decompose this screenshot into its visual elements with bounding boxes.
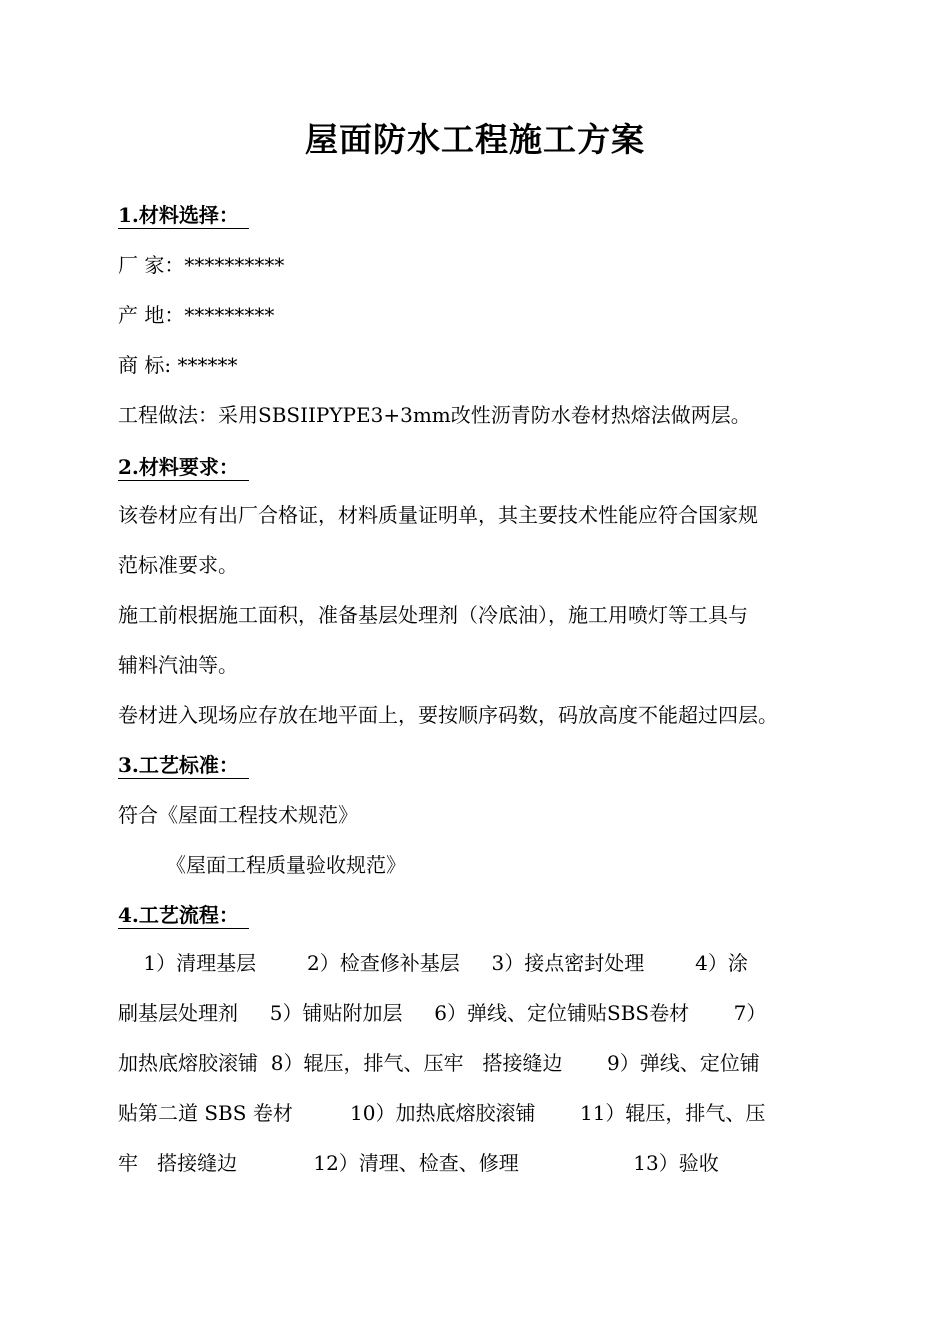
process-flow-line-2: 刷基层处理剂 5）铺贴附加层 6）弹线、定位铺贴SBS卷材 7）	[118, 1001, 767, 1025]
requirement-paragraph-3: 卷材进入现场应存放在地平面上，要按顺序码数，码放高度不能超过四层。	[118, 703, 778, 727]
requirement-paragraph-1-line-2: 范标准要求。	[118, 553, 238, 577]
section-1-heading-row	[118, 200, 249, 230]
standard-line-2: 《屋面工程质量验收规范》	[166, 853, 406, 877]
document-title: 屋面防水工程施工方案	[305, 120, 645, 159]
section-4-heading-row	[118, 900, 249, 930]
manufacturer-line: 厂 家：**********	[118, 253, 285, 277]
requirement-paragraph-1-line-1: 该卷材应有出厂合格证，材料质量证明单，其主要技术性能应符合国家规	[118, 503, 758, 527]
process-flow-line-3: 加热底熔胶滚铺 8）辊压，排气、压牢 搭接缝边 9）弹线、定位铺	[118, 1051, 760, 1075]
section-2-heading-row	[118, 452, 249, 482]
section-3-heading: 3.工艺标准：	[118, 752, 249, 779]
requirement-paragraph-2-line-2: 辅料汽油等。	[118, 653, 238, 677]
origin-line: 产 地：*********	[118, 303, 275, 327]
section-4-heading: 4.工艺流程：	[118, 902, 249, 929]
brand-line: 商 标: ******	[118, 353, 238, 377]
standard-line-1: 符合《屋面工程技术规范》	[118, 803, 358, 827]
section-3-heading-row	[118, 750, 249, 780]
process-flow-line-5: 牢 搭接缝边 12）清理、检查、修理 13）验收	[118, 1151, 719, 1175]
process-flow-line-4: 贴第二道 SBS 卷材 10）加热底熔胶滚铺 11）辊压，排气、压	[118, 1101, 766, 1125]
section-2-heading: 2.材料要求：	[118, 454, 249, 481]
process-flow-line-1: 1）清理基层 2）检查修补基层 3）接点密封处理 4）涂	[118, 951, 748, 975]
section-1-heading: 1.材料选择：	[118, 202, 249, 229]
method-line: 工程做法：采用SBSIIPYPE3+3mm改性沥青防水卷材热熔法做两层。	[118, 403, 751, 427]
requirement-paragraph-2-line-1: 施工前根据施工面积，准备基层处理剂（冷底油），施工用喷灯等工具与	[118, 603, 748, 627]
